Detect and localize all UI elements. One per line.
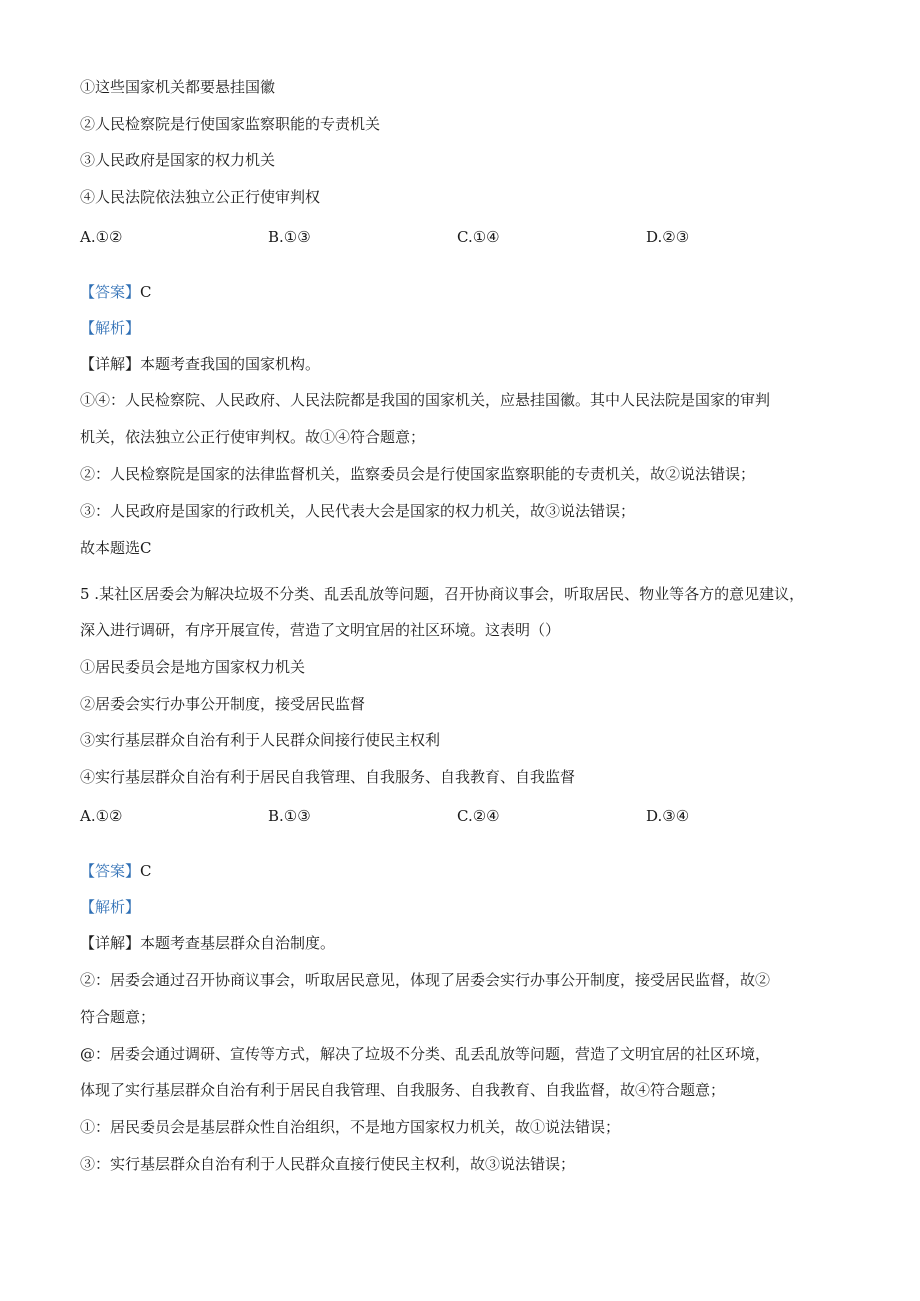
q4-item-3: ③人民政府是国家的权力机关 [80, 151, 276, 169]
q5-item-3: ③实行基层群众自治有利于人民群众间接行使民主权利 [80, 731, 441, 749]
q5-answer-tag: 【答案】 [80, 862, 141, 880]
q4-explanation-line-1: ①④：人民检察院、人民政府、人民法院都是我国的国家机关，应悬挂国徽。其中人民法院是国家的审判 [80, 391, 771, 409]
q4-explanation-line-2: 机关，依法独立公正行使审判权。故①④符合题意； [80, 428, 426, 446]
q5-detail-intro: 本题考查基层群众自治制度。 [140, 934, 336, 952]
q4-analysis-tag: 【解析】 [80, 319, 141, 337]
q4-option-b: B.①③ [268, 228, 311, 246]
q4-option-a: A.①② [80, 228, 123, 246]
q4-answer-tag: 【答案】 [80, 283, 141, 301]
q4-item-4: ④人民法院依法独立公正行使审判权 [80, 188, 321, 206]
q5-stem-line-2: 深入进行调研，有序开展宣传，营造了文明宜居的社区环境。这表明（） [80, 621, 561, 639]
q5-explanation-line-4: 体现了实行基层群众自治有利于居民自我管理、自我服务、自我教育、自我监督，故④符合题意； [80, 1081, 726, 1099]
q4-conclusion: 故本题选C [80, 539, 152, 557]
q5-explanation-line-6: ③：实行基层群众自治有利于人民群众直接行使民主权利，故③说法错误； [80, 1155, 576, 1173]
q5-explanation-line-1: ②：居委会通过召开协商议事会，听取居民意见，体现了居委会实行办事公开制度，接受居民监督，故② [80, 971, 771, 989]
q5-option-c: C.②④ [457, 807, 500, 825]
q4-option-c: C.①④ [457, 228, 500, 246]
q4-detail-tag: 【详解】 [80, 355, 141, 373]
q5-detail [80, 933, 335, 953]
q5-explanation-line-5: ①：居民委员会是基层群众性自治组织，不是地方国家权力机关，故①说法错误； [80, 1118, 621, 1136]
q5-detail-tag: 【详解】 [80, 934, 141, 952]
q5-explanation-line-3: @：居委会通过调研、宣传等方式，解决了垃圾不分类、乱丢乱放等问题，营造了文明宜居的社区环境， [80, 1045, 771, 1063]
q5-answer-value: C [140, 862, 152, 880]
q5-option-b: B.①③ [268, 807, 311, 825]
q4-answer [80, 282, 152, 302]
q5-option-d: D.③④ [646, 807, 690, 825]
q4-item-2: ②人民检察院是行使国家监察职能的专责机关 [80, 115, 381, 133]
q4-item-1: ①这些国家机关都要悬挂国徽 [80, 78, 276, 96]
q4-answer-value: C [140, 283, 152, 301]
q5-answer [80, 861, 152, 881]
q5-option-a: A.①② [80, 807, 123, 825]
q4-option-d: D.②③ [646, 228, 690, 246]
q5-analysis-tag: 【解析】 [80, 898, 141, 916]
q5-explanation-line-2: 符合题意； [80, 1008, 156, 1026]
q5-stem-line-1: 5 .某社区居委会为解决垃圾不分类、乱丢乱放等问题，召开协商议事会，听取居民、物业等各方的意见建议， [80, 585, 805, 603]
q5-item-2: ②居委会实行办事公开制度，接受居民监督 [80, 695, 366, 713]
q4-detail-intro: 本题考查我国的国家机构。 [140, 355, 321, 373]
q5-item-1: ①居民委员会是地方国家权力机关 [80, 658, 306, 676]
q5-item-4: ④实行基层群众自治有利于居民自我管理、自我服务、自我教育、自我监督 [80, 768, 576, 786]
q4-explanation-line-3: ②：人民检察院是国家的法律监督机关，监察委员会是行使国家监察职能的专责机关，故②说法错误； [80, 465, 756, 483]
q4-explanation-line-4: ③：人民政府是国家的行政机关，人民代表大会是国家的权力机关，故③说法错误； [80, 502, 636, 520]
q4-detail [80, 354, 320, 374]
